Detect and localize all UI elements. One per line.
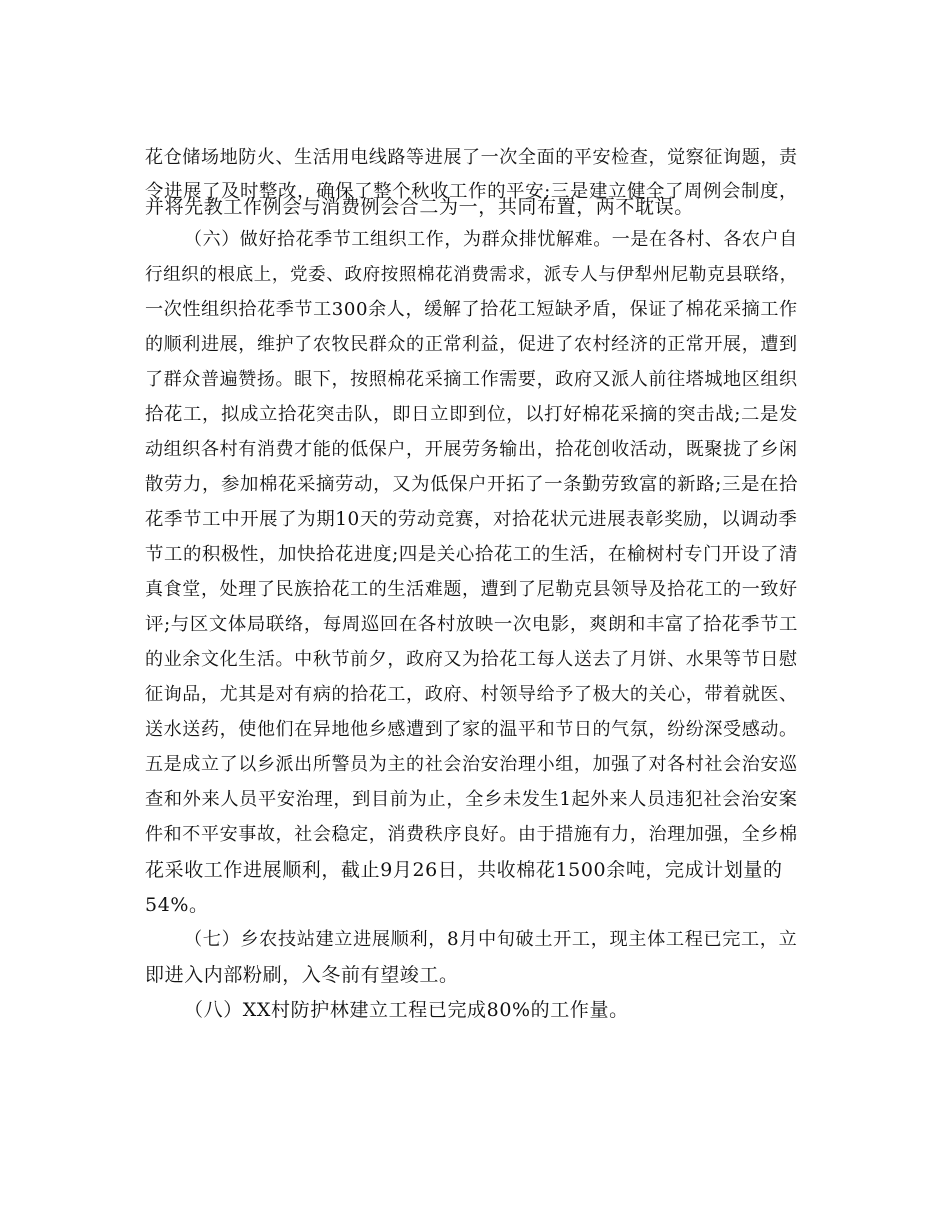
text-line-25: 即进入内部粉刷，入冬前有望竣工。 (145, 964, 459, 986)
text-line-23: 54%。 (145, 894, 209, 916)
text-line-8: 了群众普遍赞扬。眼下，按照棉花采摘工作需要，政府又派人前往塔城地区组织 (145, 369, 798, 390)
text-line-12: 花季节工中开展了为期10天的劳动竞赛，对拾花状元进展表彰奖励，以调动季 (145, 509, 798, 530)
text-line-10: 动组织各村有消费才能的低保户，开展劳务输出，拾花创收活动，既聚拢了乡闲 (145, 439, 798, 460)
text-line-16: 的业余文化生活。中秋节前夕，政府又为拾花工每人送去了月饼、水果等节日慰 (145, 649, 798, 670)
paragraph-8: （八）XX村防护林建立工程已完成80%的工作量。 (184, 999, 629, 1021)
text-line-17: 征询品，尤其是对有病的拾花工，政府、村领导给予了极大的关心，带着就医、 (145, 684, 798, 705)
paragraph-6-start: （六）做好拾花季节工组织工作，为群众排忧解难。一是在各村、各农户自 (184, 229, 798, 250)
text-line-15: 评;与区文体局联络，每周巡回在各村放映一次电影，爽朗和丰富了拾花季节工 (145, 614, 799, 635)
text-line-3: 并将先教工作例会与消费例会合二为一，共同布置，两不耽误。 (145, 196, 694, 218)
text-line-22: 花采收工作进展顺利，截止9月26日，共收棉花1500余吨，完成计划量的 (145, 859, 783, 881)
text-line-20: 查和外来人员平安治理，到目前为止，全乡未发生1起外来人员违犯社会治安案 (145, 789, 798, 810)
text-line-18: 送水送药，使他们在异地他乡感遭到了家的温平和节日的气氛，纷纷深受感动。 (145, 719, 798, 740)
text-line-2: 令进展了及时整改，确保了整个秋收工作的平安;三是建立健全了周例会制度， (145, 181, 799, 202)
text-line-19: 五是成立了以乡派出所警员为主的社会治安治理小组，加强了对各村社会治安巡 (145, 754, 798, 775)
text-line-21: 件和不平安事故，社会稳定，消费秩序良好。由于措施有力，治理加强，全乡棉 (145, 824, 798, 845)
text-line-6: 一次性组织拾花季节工300余人，缓解了拾花工短缺矛盾，保证了棉花采摘工作 (145, 299, 798, 320)
text-line-1: 花仓储场地防火、生活用电线路等进展了一次全面的平安检查，觉察征询题，责 (145, 147, 798, 168)
text-line-11: 散劳力，参加棉花采摘劳动，又为低保户开拓了一条勤劳致富的新路;三是在拾 (145, 474, 799, 495)
text-line-9: 拾花工，拟成立拾花突击队，即日立即到位，以打好棉花采摘的突击战;二是发 (145, 404, 799, 425)
text-line-14: 真食堂，处理了民族拾花工的生活难题，遭到了尼勒克县领导及拾花工的一致好 (145, 579, 798, 600)
text-line-5: 行组织的根底上，党委、政府按照棉花消费需求，派专人与伊犁州尼勒克县联络， (145, 265, 798, 285)
paragraph-7-start: （七）乡农技站建立进展顺利，8月中旬破土开工，现主体工程已完工，立 (184, 929, 798, 950)
text-line-7: 的顺利进展，维护了农牧民群众的正常利益，促进了农村经济的正常开展，遭到 (145, 334, 798, 355)
text-line-13: 节工的积极性，加快拾花进度;四是关心拾花工的生活，在榆树村专门开设了清 (145, 544, 799, 565)
